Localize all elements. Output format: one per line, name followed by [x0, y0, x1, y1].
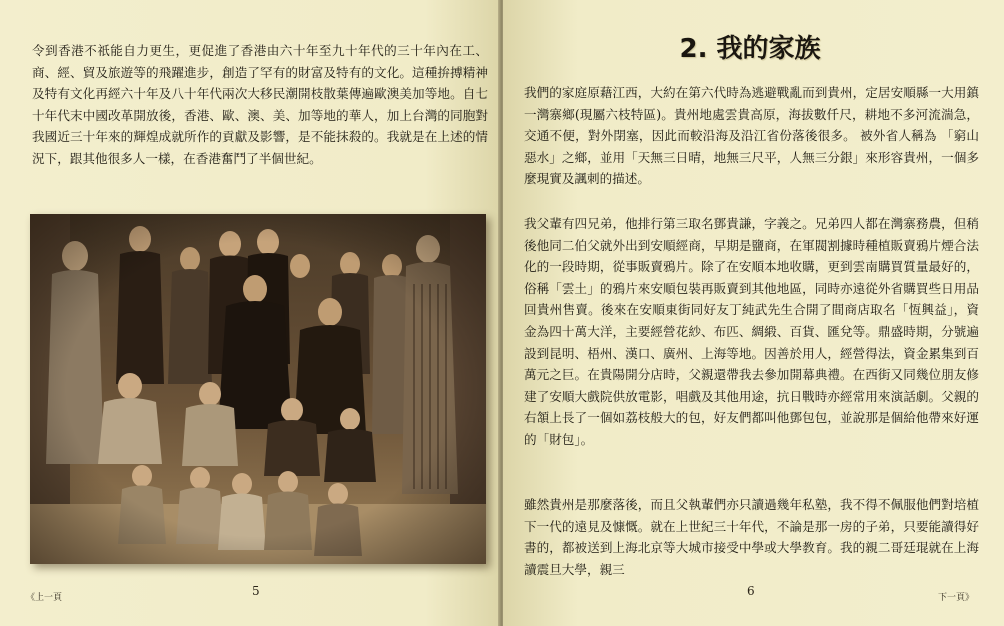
previous-page-link[interactable]: 《上一頁 — [26, 593, 63, 603]
right-page-number: 6 — [747, 584, 755, 598]
family-photo — [30, 214, 486, 564]
right-page-paragraph-2: 我父輩有四兄弟，他排行第三取名鄧貴謙，字義之。兄弟四人都在灣寨務農，但稍後他同二伯父就外出到安順經商，早期是鹽商，在軍閥割據時種植販賣鴉片煙合法化的一段時期，從事販賣鴉片。除了在安順本地收購，更到雲南購買質量最好的，俗稱「雲土」的鴉片來安順包裝再販賣到其他地區，同時亦遠從外省購買些日用品回貴州售賣。後來在安順東街同好友丁純武先生合開了間商店取名「恆興益」，資金為四十萬大洋，主要經營花紗、布匹、綢緞、百貨、匯兌等。鼎盛時期，分號遍設到昆明、梧州、漢口、廣州、上海等地。因善於用人，經營得法，資金累集到百萬元之巨。在貴陽開分店時，父親還帶我去參加開幕典禮。在西街又同幾位朋友修建了安順大戲院供放電影，唱戲及其他用途，抗日戰時亦經常用來演話劇。父親的右頷上長了一個如荔枝般大的包，好友們都叫他鄧包包，並說那是個給他帶來好運的「財包」。 — [524, 216, 979, 447]
left-page-paragraph: 令到香港不祇能自力更生，更促進了香港由六十年至九十年代的三十年內在工、商、經、貿及旅遊等的飛躍進步，創造了罕有的財富及特有的文化。這種拚搏精神及特有文化再經六十年及八十年代兩次大移民潮開枝散葉傳遍歐澳美加等地。自七十年代末中國改革開放後，香港、歐、澳、美、加等地的華人，加上台灣的同胞對我國近三十年來的輝煌成就所作的貢獻及影響，是不能抹殺的。我就是在上述的情況下，跟其他很多人一樣，在香港奮鬥了半個世紀。 — [32, 43, 488, 166]
next-page-link[interactable]: 下一頁》 — [938, 593, 975, 603]
left-page-number: 5 — [252, 584, 260, 598]
right-page-paragraph-3: 雖然貴州是那麼落後，而且父執輩們亦只讀過幾年私塾，我不得不佩服他們對培植下一代的遠見及慷慨。就在上世紀三十年代，不論是那一房的子弟，只要能讀得好書的，都被送到上海北京等大城市接受中學或大學教育。我的親二哥廷琨就在上海讀震旦大學，親三 — [524, 497, 979, 577]
section-heading: 2. 我的家族 — [679, 34, 821, 64]
left-page — [0, 0, 500, 626]
right-page-paragraph-1: 我們的家庭原藉江西，大約在第六代時為逃避戰亂而到貴州，定居安順縣一大用鎮一灣寨鄉(現屬六枝特區)。貴州地處雲貴高原，海拔數仟尺，耕地不多河流湍急，交通不便，對外閉塞，因此而較沿海及沿江省份落後很多。 被外省人稱為 「窮山惡水」之鄉，並用「天無三日晴，地無三尺平，人無三分銀」來形容貴州，一個多麼現實及諷刺的描述。 — [524, 85, 979, 187]
